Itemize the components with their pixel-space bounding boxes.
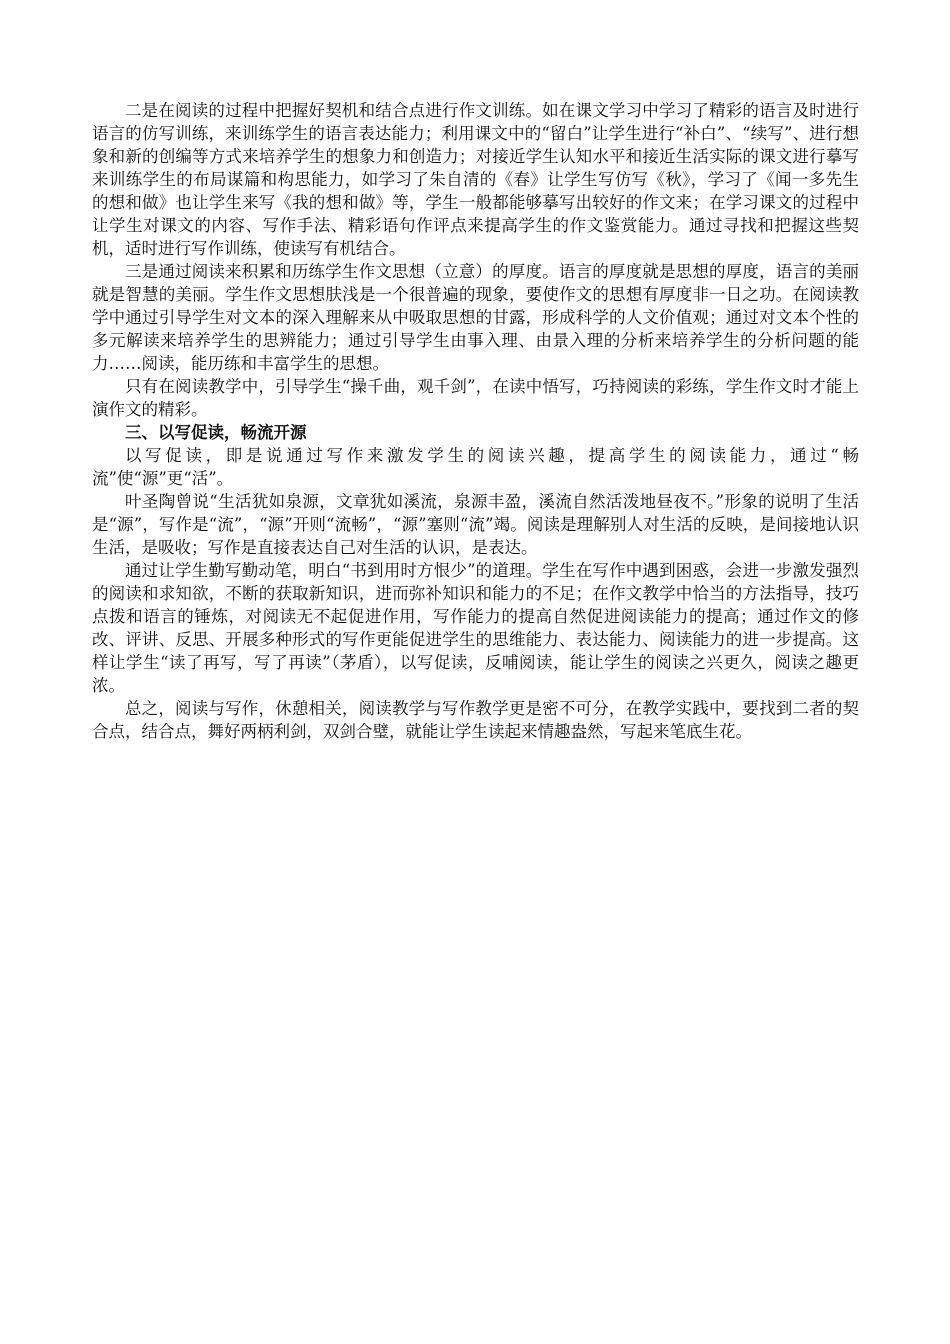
paragraph-conclusion: 总之，阅读与写作，休憩相关，阅读教学与写作教学更是密不可分，在教学实践中，要找到二者的契合点，结合点，舞好两柄利剑，双剑合璧，就能让学生读起来情趣盎然，写起来笔底生花。: [92, 699, 859, 741]
paragraph-reading-summary: 只有在阅读教学中，引导学生“操千曲，观千剑”，在读中悟写，巧持阅读的彩练，学生作文时才能上演作文的精彩。: [92, 377, 859, 419]
paragraph-diligent-writing: 通过让学生勤写勤动笔，明白“书到用时方恨少”的道理。学生在写作中遇到困惑，会进一步激发强烈的阅读和求知欲，不断的获取新知识，进而弥补知识和能力的不足；在作文教学中恰当的方法指导，技巧点拨和语言的锤炼，对阅读无不起促进作用，写作能力的提高自然促进阅读能力的提高；通过作文的修改、评讲、反思、开展多种形式的写作更能促进学生的思维能力、表达能力、阅读能力的进一步提高。这样让学生“读了再写，写了再读”（茅盾），以写促读，反哺阅读，能让学生的阅读之兴更久，阅读之趣更浓。: [92, 561, 859, 695]
paragraph-writing-definition: 以写促读，即是说通过写作来激发学生的阅读兴趣，提高学生的阅读能力，通过“畅流”使“源”更“活”。: [92, 446, 859, 488]
paragraph-reading-thought-depth: 三是通过阅读来积累和历练学生作文思想（立意）的厚度。语言的厚度就是思想的厚度，语言的美丽就是智慧的美丽。学生作文思想肤浅是一个很普遍的现象，要使作文的思想有厚度非一日之功。在阅读教学中通过引导学生对文本的深入理解来从中吸取思想的甘露，形成科学的人文价值观；通过对文本个性的多元解读来培养学生的思辨能力；通过引导学生由事入理、由景入理的分析来培养学生的分析问题的能力……阅读，能历练和丰富学生的思想。: [92, 262, 859, 373]
section-heading-writing-promotes-reading: 三、以写促读，畅流开源: [125, 423, 307, 442]
paragraph-reading-opportunity: 二是在阅读的过程中把握好契机和结合点进行作文训练。如在课文学习中学习了精彩的语言及时进行语言的仿写训练，来训练学生的语言表达能力；利用课文中的“留白”让学生进行“补白”、“续写”、进行想象和新的创编等方式来培养学生的想象力和创造力；对接近学生认知水平和接近生活实际的课文进行摹写来训练学生的布局谋篇和构思能力，如学习了朱自清的《春》让学生写仿写《秋》，学习了《闻一多先生的想和做》也让学生来写《我的想和做》等，学生一般都能够摹写出较好的作文来；在学习课文的过程中让学生对课文的内容、写作手法、精彩语句作评点来提高学生的作文鉴赏能力。通过寻找和把握这些契机，适时进行写作训练，使读写有机结合。: [92, 101, 859, 258]
document-page: [92, 99, 859, 743]
paragraph-ye-shengtao-quote: 叶圣陶曾说“生活犹如泉源，文章犹如溪流，泉源丰盈，溪流自然活泼地昼夜不。”形象的说明了生活是“源”，写作是“流”，“源”开则“流畅”，“源”塞则“流”竭。阅读是理解别人对生活的反映，是间接地认识生活，是吸收；写作是直接表达自己对生活的认识，是表达。: [92, 492, 859, 557]
